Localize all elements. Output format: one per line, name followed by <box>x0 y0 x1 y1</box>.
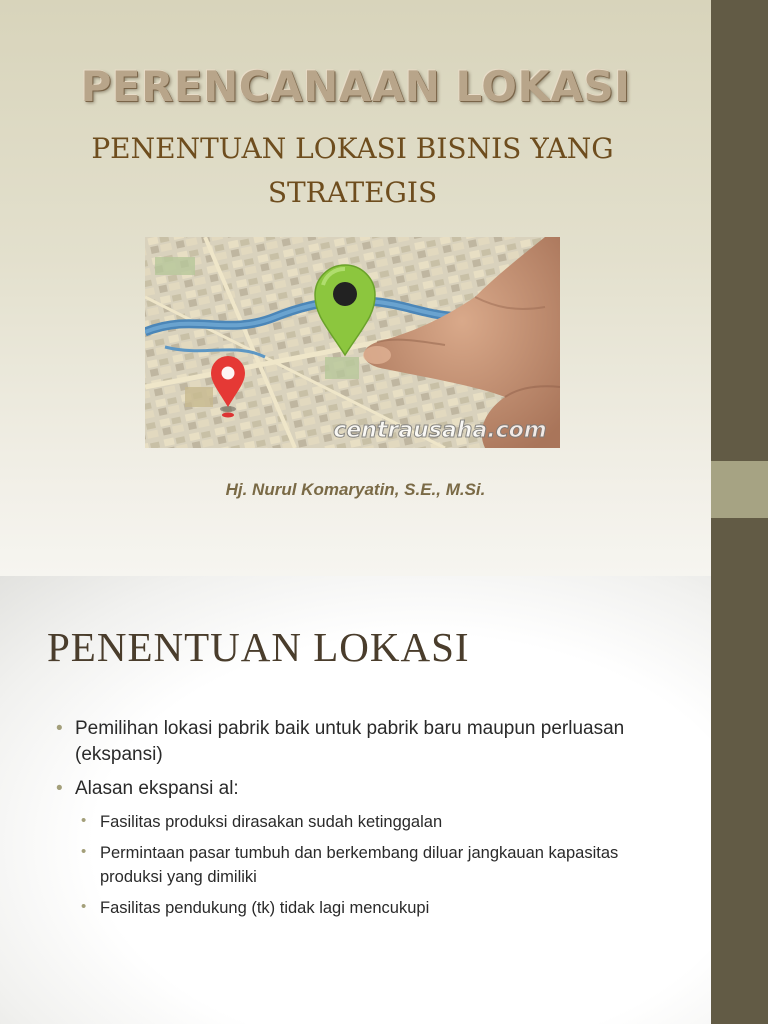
list-item <box>81 810 656 834</box>
map-illustration <box>145 237 560 448</box>
city-map-image <box>145 237 560 448</box>
bullet-list <box>56 716 656 928</box>
sub-bullet-text: Permintaan pasar tumbuh dan berkembang diluar jangkauan kapasitas produksi yang dimiliki <box>100 844 619 886</box>
slide-title: PENENTUAN LOKASI <box>47 624 470 670</box>
sub-bullet-list <box>81 810 656 920</box>
bullet-icon: • <box>81 843 87 860</box>
content-slide <box>0 576 768 1024</box>
sub-bullet-text: Fasilitas pendukung (tk) tidak lagi mencukupi <box>100 899 430 917</box>
bullet-icon: • <box>56 718 63 739</box>
list-item <box>56 776 656 920</box>
list-item <box>81 896 656 920</box>
sidebar-accent-block <box>711 461 768 518</box>
bullet-icon: • <box>81 812 87 829</box>
bullet-icon: • <box>81 898 87 915</box>
sub-bullet-text: Fasilitas produksi dirasakan sudah ketinggalan <box>100 813 443 831</box>
presentation-title: PERENCANAAN LOKASI <box>80 62 631 111</box>
bullet-icon: • <box>56 778 63 799</box>
sidebar-bar <box>711 576 768 1024</box>
list-item <box>56 716 656 768</box>
presentation-subtitle: PENENTUAN LOKASI BISNIS YANG STRATEGIS <box>91 132 614 209</box>
image-watermark: centrausaha.com <box>333 418 547 443</box>
author-name: Hj. Nurul Komaryatin, S.E., M.Si. <box>225 480 486 499</box>
bullet-text: Alasan ekspansi al: <box>75 778 239 799</box>
list-item <box>81 841 656 889</box>
bullet-text: Pemilihan lokasi pabrik baik untuk pabrik baru maupun perluasan (ekspansi) <box>75 718 625 765</box>
